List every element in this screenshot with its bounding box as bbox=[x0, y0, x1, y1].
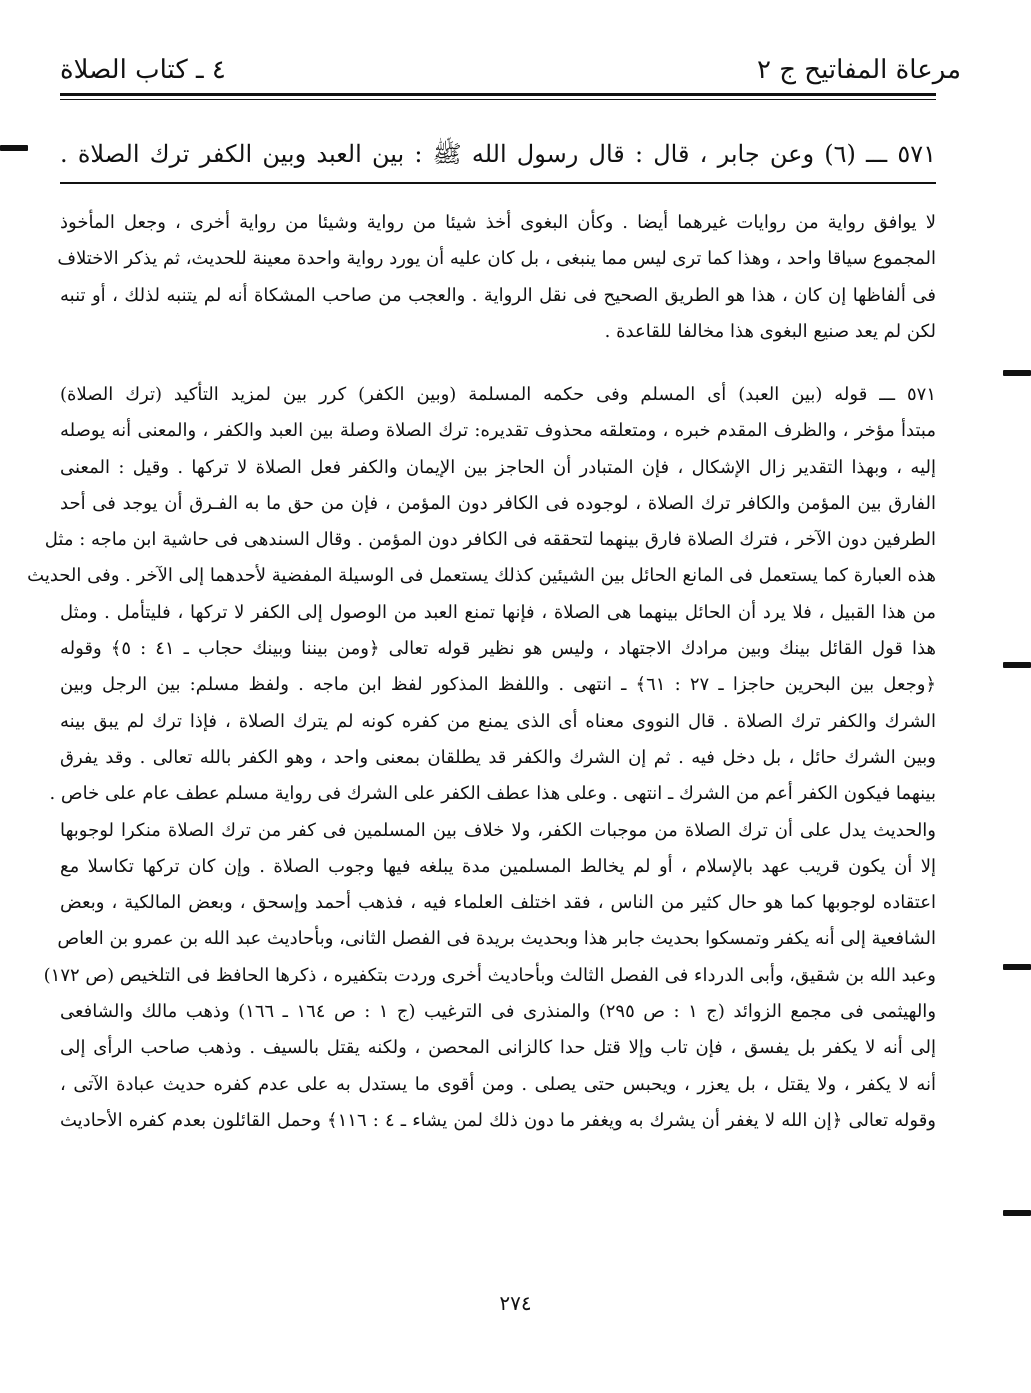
commentary-571 bbox=[27, 377, 937, 1139]
text-line: هذا قول القائل بينك وبين مرادك الاجتهاد ، وليس هو نظير قوله تعالى ﴿ومن بيننا وبينك حجاب ـ ٤١ : ٥﴾ وقوله bbox=[60, 638, 937, 660]
hadith-text: ٥٧١ ـــ (٦) وعن جابر ، قال : قال رسول الله ﷺ : بين العبد وبين الكفر ترك الصلاة . bbox=[60, 140, 936, 168]
chapter-title: ٤ ـ كتاب الصلاة bbox=[60, 55, 226, 85]
text-line: الشرك والكفر ترك الصلاة . قال النووى معناه أى الذى يمنع من كفره كونه لم يترك الصلاة ، فإذا ترك لم يبق بينه bbox=[60, 710, 936, 732]
text-line: فى ألفاظها إن كان ، هذا هو الطريق الصحيح فى نقل الرواية . والعجب من صاحب المشكاة أنه لم يتنبه لذلك ، أو تنبه bbox=[60, 284, 936, 306]
page-number: ٢٧٤ bbox=[499, 1291, 532, 1315]
margin-tab-mark bbox=[1003, 1210, 1031, 1216]
running-header bbox=[60, 50, 961, 90]
text-line: من هذا القبيل ، فلا يرد أن الحائل بينهما هى الصلاة ، فإنها تمنع العبد من الوصول إلى الكفر لا تركها ، فليتأمل . ومثل bbox=[60, 601, 936, 623]
text-line: بينهما فيكون الكفر أعم من الشرك ـ انتهى . وعلى هذا عطف الكفر على الشرك فى رواية مسلم عطف عام على خاص . bbox=[49, 783, 936, 805]
text-line: وقوله تعالى ﴿إن الله لا يغفر أن يشرك به ويغفر ما دون ذلك لمن يشاء ـ ٤ : ١١٦﴾ وحمل القائلون بعدم كفره الأحاديث bbox=[60, 1109, 936, 1131]
margin-tab-mark bbox=[1003, 662, 1031, 668]
margin-tab-mark bbox=[1003, 964, 1031, 970]
commentary-continuation bbox=[57, 205, 936, 350]
text-line: والحديث يدل على أن ترك الصلاة من موجبات الكفر، ولا خلاف بين المسلمين فى كفر من ترك الصلاة منكرا لوجوبها bbox=[60, 819, 936, 841]
text-line: لا يوافق رواية من روايات غيرهما أيضا . وكأن البغوى أخذ شيئا من رواية وشيئا من رواية أخرى ، وجعل المأخوذ bbox=[60, 212, 936, 233]
margin-tab-mark bbox=[1003, 370, 1031, 376]
text-line: إلا أن يكون قريب عهد بالإسلام ، أو لم يخالط المسلمين مدة يبلغه فيها وجوب الصلاة . وإن كان تركها تكاسلا مع bbox=[60, 855, 936, 877]
text-line: الطرفين دون الآخر ، فترك الصلاة فارق بينهما لتحققه فى الكافر دون المؤمن . وقال السندهى فى حاشية ابن ماجه : مثل bbox=[44, 529, 936, 551]
text-line: والهيثمى فى مجمع الزوائد (ج ١ : ص ٢٩٥) والمنذرى فى الترغيب (ج ١ : ص ١٦٤ ـ ١٦٦) وذهب مالك والشافعى bbox=[60, 1001, 937, 1023]
text-line: الشافعية إلى أنه يكفر وتمسكوا بحديث جابر هذا وبحديث بريدة فى الفصل الثانى، وبأحاديث عبد الله بن عمرو بن العاص bbox=[57, 928, 936, 950]
text-line: ﴿وجعل بين البحرين حاجزا ـ ٢٧ : ٦١﴾ ـ انتهى . واللفظ المذكور لفظ ابن ماجه . ولفظ مسلم: بين الرجل وبين bbox=[60, 674, 936, 696]
text-line: ٥٧١ ـــ قوله (بين العبد) أى المسلم وفى حكمه المسلمة (وبين الكفر) كرر بين لمزيد التأكيد (ترك الصلاة) bbox=[60, 384, 936, 405]
text-line: الفارق بين المؤمن والكافر ترك الصلاة ، لوجوده فى الكافر دون المؤمن ، فإن من حق ما به الفـرق أن يوجد فى أحد bbox=[60, 492, 936, 514]
text-line: هذه العبارة كما يستعمل فى المانع الحائل بين الشيئين كذلك يستعمل فى الوسيلة المفضية لأحدهما إلى الآخر . وفى الحديث bbox=[27, 565, 936, 587]
text-line: وعبد الله بن شقيق، وأبى الدرداء فى الفصل الثالث وبأحاديث أخرى وردت بتكفيره ، ذكرها الحافظ فى التلخيص (ص ١٧٢) bbox=[43, 964, 936, 986]
text-line: لكن لم يعد صنيع البغوى هذا مخالفا للقاعدة . bbox=[604, 320, 936, 342]
text-line: إليه ، وبهذا التقدير زال الإشكال ، فإن المتبادر أن الحاجز بين الإيمان والكفر فعل الصلاة لا تركها . وقيل : المعنى bbox=[60, 456, 936, 478]
text-line: وبين الشرك حائل ، بل دخل فيه . ثم إن الشرك والكفر قد يطلقان بمعنى واحد ، وهو الكفر بالله تعالى . وقد يفرق bbox=[60, 746, 936, 768]
text-line: اعتقاده لوجوبها كما هو حال كثير من الناس ، فقد اختلف العلماء فيه ، فذهب أحمد وإسحق ، وبعض المالكية ، وبعض bbox=[60, 892, 936, 914]
book-title: مرعاة المفاتيح ج ٢ bbox=[757, 55, 961, 85]
text-line: إلى أنه لا يكفر بل يفسق ، فإن تاب وإلا قتل حدا كالزانى المحصن ، ولكنه يقتل بالسيف . وذهب صاحب الرأى إلى bbox=[60, 1037, 936, 1059]
header-rule bbox=[60, 93, 936, 96]
hadith-divider bbox=[60, 182, 936, 184]
margin-tab-mark bbox=[0, 145, 28, 151]
text-line: أنه لا يكفر ، ولا يقتل ، بل يعزر ، ويحبس حتى يصلى . ومن أقوى ما يستدل به على عدم كفره حديث عبادة الآتى ، bbox=[60, 1073, 936, 1095]
text-line: مبتدأ مؤخر ، والظرف المقدم خبره ، ومتعلقه محذوف تقديره: ترك الصلاة وصلة بين العبد والكفر ، والمعنى أنه يوصله bbox=[60, 420, 936, 442]
header-rule-thin bbox=[60, 99, 936, 100]
text-line: المجموع سياقا واحد ، وهذا كما ترى ليس مما ينبغى ، بل كان عليه أن يورد رواية واحدة معينة للحديث، ثم يذكر الاختلاف bbox=[57, 248, 936, 270]
